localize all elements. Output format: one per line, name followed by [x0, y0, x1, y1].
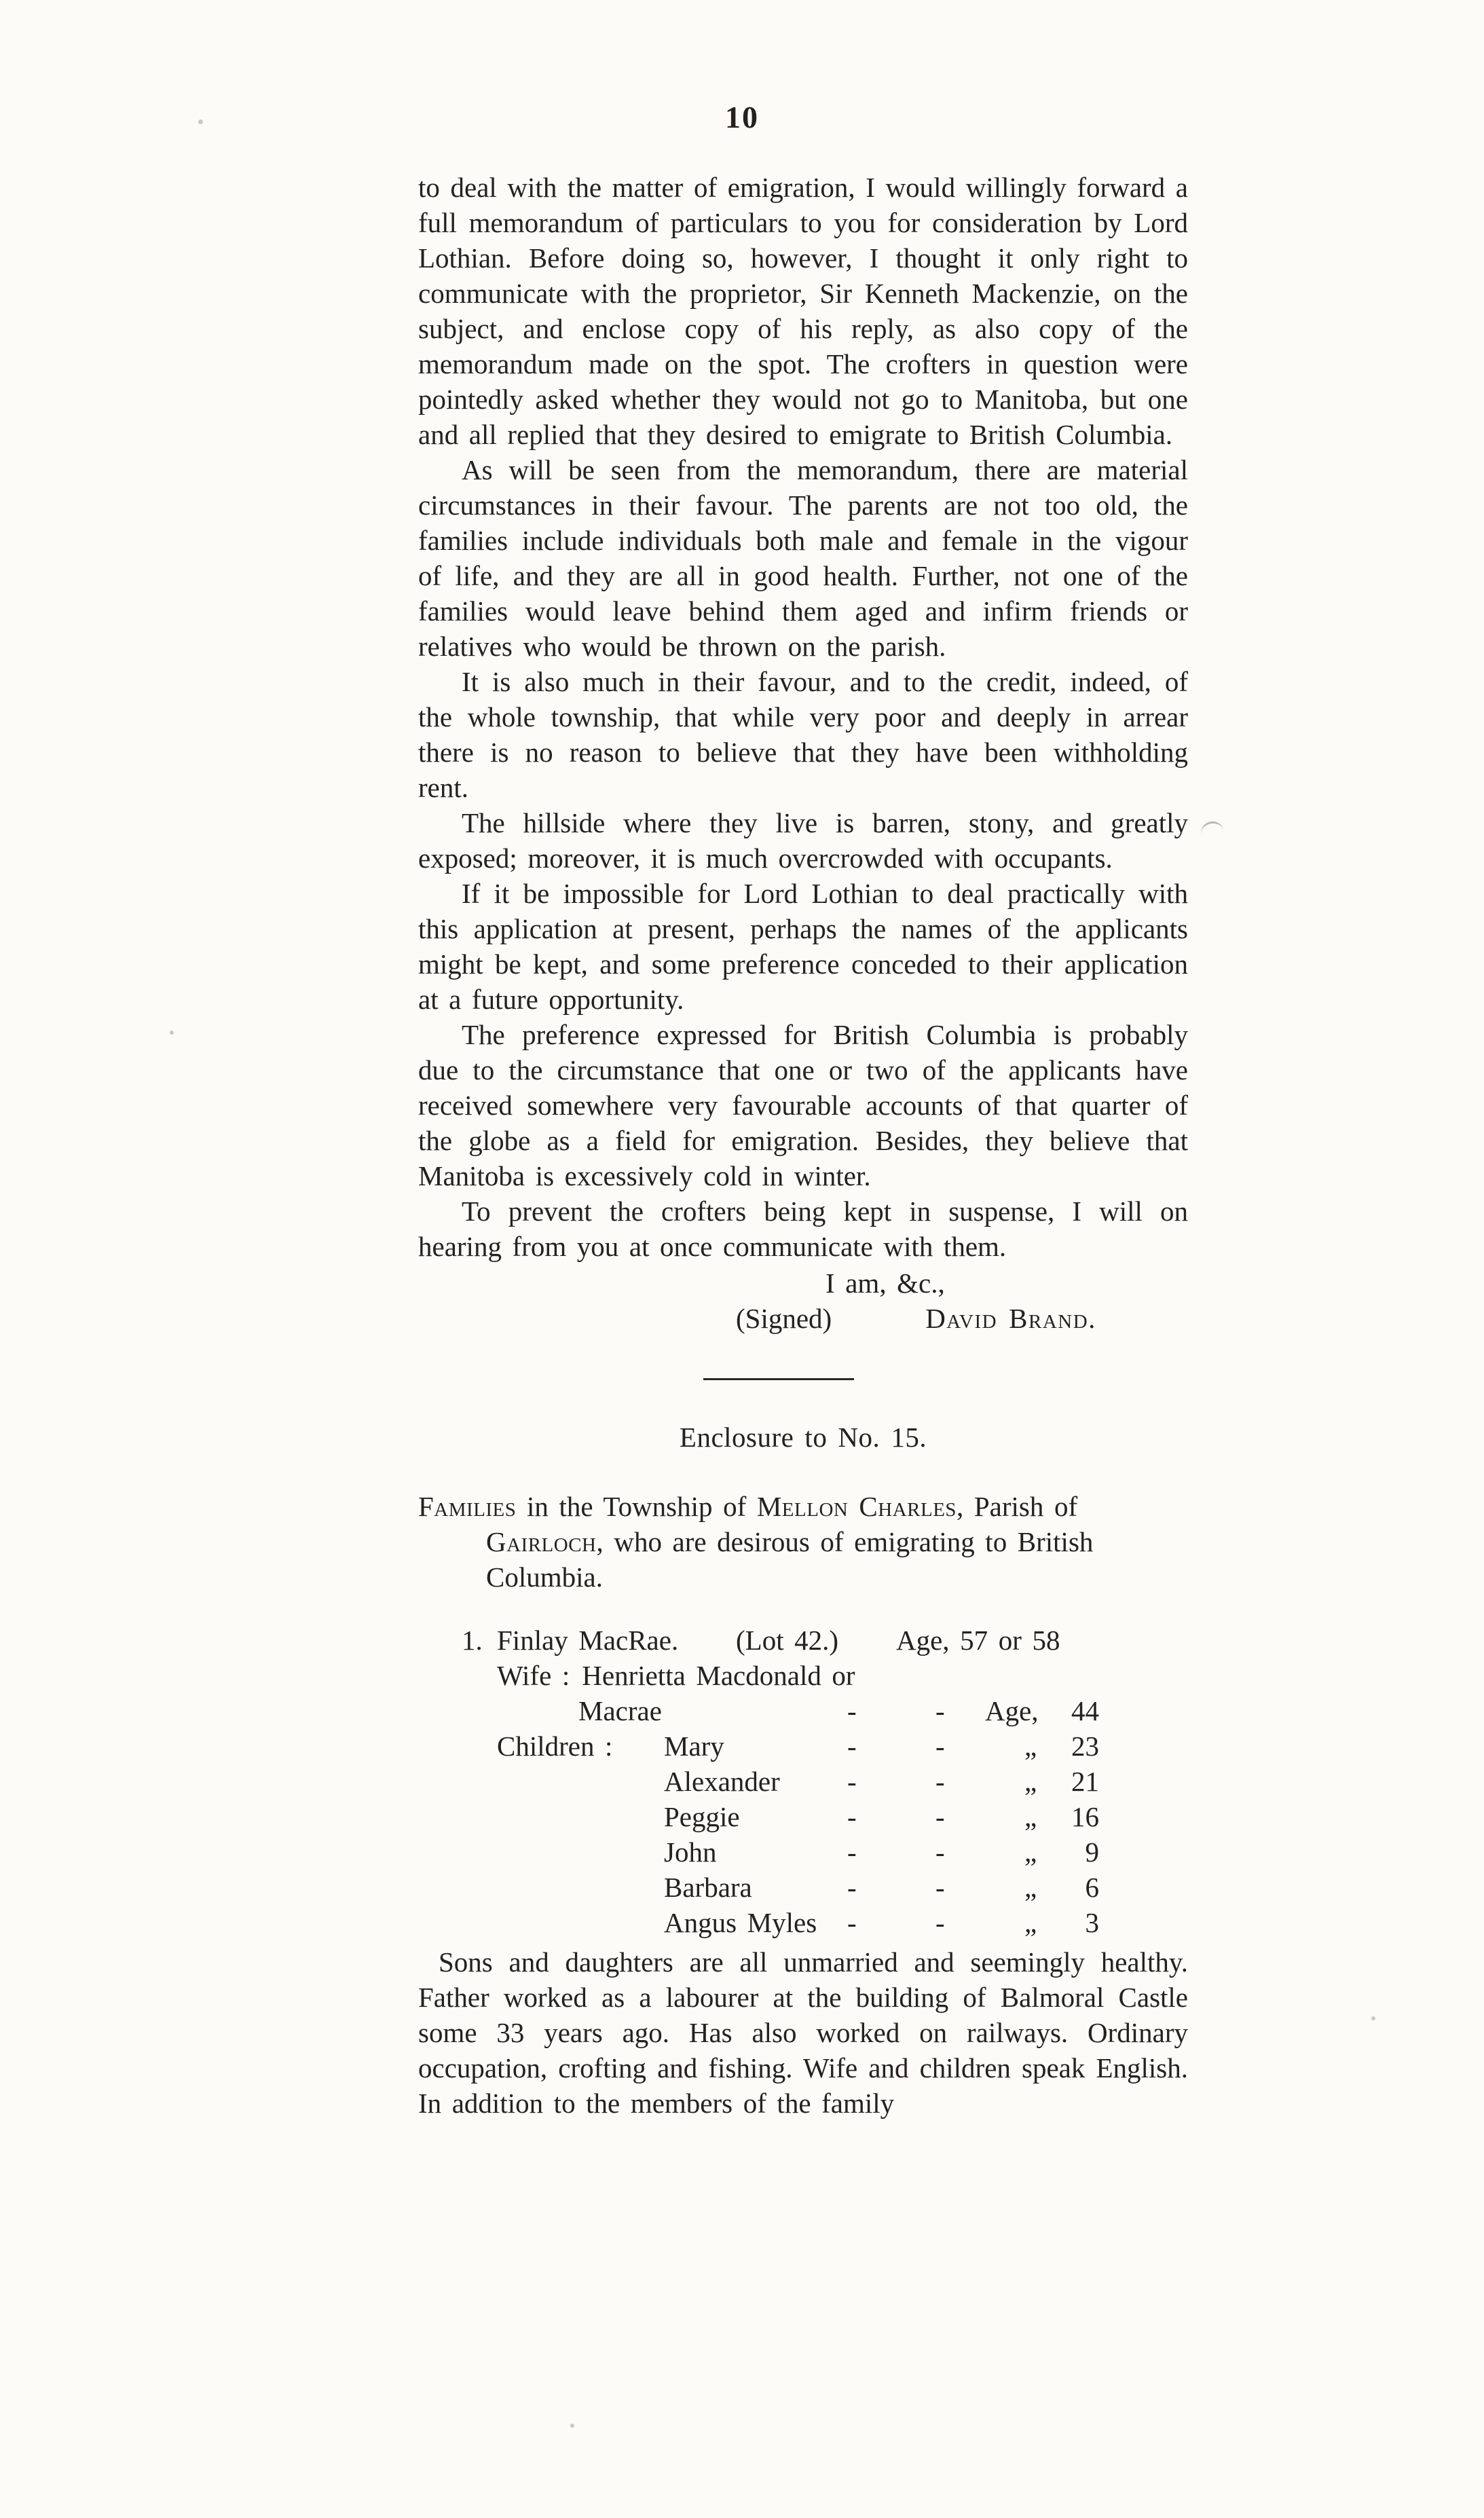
leader-dash: - [935, 1695, 945, 1726]
family-notes-paragraph: Sons and daughters are all unmarried and seemingly healthy. Father worked as a labourer at the building of Balmoral Castle some 33 years ago. Has also worked on railways. Ordinary occupation, crofting and fishing. Wife and children speak English. In addition to the members of the family [418, 1946, 1188, 2119]
leader-dash: - [847, 1872, 857, 1903]
child-age [985, 1905, 1188, 1940]
leader-dash: - [935, 1836, 945, 1868]
age-value: 44 [1071, 1695, 1099, 1726]
leader-dash: - [847, 1695, 857, 1726]
letter-paragraph-4: The hillside where they live is barren, stony, and greatly exposed; moreover, it is much overcrowded with occupants. [418, 807, 1188, 874]
intro-part-text: , who are desirous of emigrating to British Columbia. [486, 1526, 1094, 1593]
leader-dash: - [935, 1801, 945, 1832]
section-divider-rule [703, 1378, 854, 1380]
letter-paragraph-3: It is also much in their favour, and to the credit, indeed, of the whole township, that while very poor and deeply in arrear there is no reason to believe that they have been withholding rent. [418, 666, 1188, 803]
child-name: Mary [664, 1730, 724, 1762]
leader-dash: - [935, 1730, 945, 1762]
letter-paragraph-1: to deal with the matter of emigration, I would willingly forward a full memorandum of particulars to you for consideration by Lord Lothian. Before doing so, however, I thought it only right to communicate with the proprietor, Sir Kenneth Mackenzie, on the subject, and enclose copy of his reply, as also copy of the memorandum made on the spot. The crofters in question were pointedly asked whether they would not go to Manitoba, but one and all replied that they desired to emigrate to British Columbia. [418, 172, 1188, 450]
children-label: Children : [497, 1730, 613, 1762]
child-row [497, 1834, 1188, 1870]
letter-paragraph-7: To prevent the crofters being kept in suspense, I will on hearing from you at once communicate with them. [418, 1196, 1188, 1262]
intro-part-text: in the Township of [516, 1491, 757, 1522]
leader-dash: - [847, 1766, 857, 1797]
leader-dash: - [935, 1907, 945, 1938]
empty-cell [497, 1799, 664, 1834]
child-age [985, 1799, 1188, 1834]
ditto-mark: „ [1024, 1872, 1037, 1903]
empty-cell [497, 1834, 664, 1870]
scan-artifact [1371, 2016, 1375, 2020]
child-row [497, 1799, 1188, 1834]
ditto-mark: „ [1024, 1801, 1037, 1832]
child-age [985, 1728, 1188, 1764]
age-value: 3 [1085, 1907, 1099, 1938]
leader-dash: - [847, 1730, 857, 1762]
leader-dash: - [935, 1766, 945, 1797]
wife-name: Henrietta Macdonald or [582, 1660, 855, 1691]
leader-dash: - [847, 1836, 857, 1868]
age-value: 23 [1071, 1730, 1099, 1762]
valediction: I am, &c., [826, 1267, 945, 1299]
intro-part-text: , Parish of [957, 1491, 1078, 1522]
letter-closing [418, 1265, 1188, 1336]
age-value: 16 [1071, 1801, 1099, 1832]
family-entry [418, 1623, 1188, 1940]
letter-paragraph-2: As will be seen from the memorandum, there are material circumstances in their favour. The parents are not too old, the families include individuals both male and female in the vigour of life, and they are all in good health. Further, not one of the families would leave behind them aged and infirm friends or relatives who would be thrown on the parish. [418, 454, 1188, 662]
letter-paragraph-6: The preference expressed for British Columbia is probably due to the circumstance that one or two of the applicants have received somewhere very favourable accounts of that quarter of the globe as a field for emigration. Besides, they believe that Manitoba is excessively cold in winter. [418, 1019, 1188, 1191]
empty-cell [664, 1693, 847, 1728]
family-index: 1. [462, 1625, 483, 1656]
intro-part-families: Families [418, 1491, 517, 1522]
wife-name-continued: Macrae [578, 1695, 662, 1726]
scan-artifact [1200, 820, 1224, 835]
text-column [418, 170, 1188, 2121]
child-age [985, 1870, 1188, 1905]
age-value: 6 [1085, 1872, 1099, 1903]
family-lot: (Lot 42.) [736, 1625, 839, 1656]
child-name: John [664, 1836, 717, 1868]
ditto-mark: „ [1024, 1836, 1037, 1868]
child-name: Angus Myles [664, 1907, 817, 1938]
signature-line [418, 1301, 1188, 1336]
age-value: 21 [1071, 1766, 1099, 1797]
ditto-mark: „ [1024, 1907, 1037, 1938]
child-row [497, 1905, 1188, 1940]
family-head-line [418, 1623, 1188, 1658]
child-age [985, 1764, 1188, 1799]
ditto-mark: „ [1024, 1730, 1037, 1762]
leader-dash: - [847, 1801, 857, 1832]
intro-part-township: Mellon Charles [756, 1491, 957, 1522]
child-name: Peggie [664, 1801, 740, 1832]
empty-cell [497, 1870, 664, 1905]
child-row [497, 1870, 1188, 1905]
wife-label: Wife : [497, 1660, 570, 1691]
intro-part-parish: Gairloch [486, 1526, 597, 1557]
scan-artifact [198, 119, 203, 124]
enclosure-heading: Enclosure to No. 15. [679, 1422, 927, 1453]
child-age [985, 1834, 1188, 1870]
scan-artifact [570, 2424, 574, 2428]
enclosure-intro [418, 1489, 1188, 1595]
wife-continuation-row [497, 1693, 1188, 1728]
page-number: 10 [725, 100, 759, 134]
child-name: Alexander [664, 1766, 780, 1797]
empty-cell [497, 1764, 664, 1799]
leader-dash: - [935, 1872, 945, 1903]
child-row [497, 1764, 1188, 1799]
family-head-age: Age, 57 or 58 [896, 1625, 1060, 1656]
empty-cell [497, 1905, 664, 1940]
age-value: 9 [1085, 1836, 1099, 1868]
age-word: Age, [985, 1695, 1039, 1726]
letter-paragraph-5: If it be impossible for Lord Lothian to deal practically with this application at present, perhaps the names of the applicants might be kept, and some preference conceded to their application at a future opportunity. [418, 878, 1188, 1015]
ditto-mark: „ [1024, 1766, 1037, 1797]
child-name: Barbara [664, 1872, 752, 1903]
signature: David Brand. [925, 1303, 1096, 1334]
scan-artifact [170, 1031, 174, 1035]
wife-line [418, 1658, 1188, 1693]
child-row [497, 1728, 1188, 1764]
family-head-name: Finlay MacRae. [497, 1625, 679, 1656]
leader-dash: - [847, 1907, 857, 1938]
wife-age [985, 1693, 1188, 1728]
signed-label: (Signed) [736, 1303, 832, 1334]
